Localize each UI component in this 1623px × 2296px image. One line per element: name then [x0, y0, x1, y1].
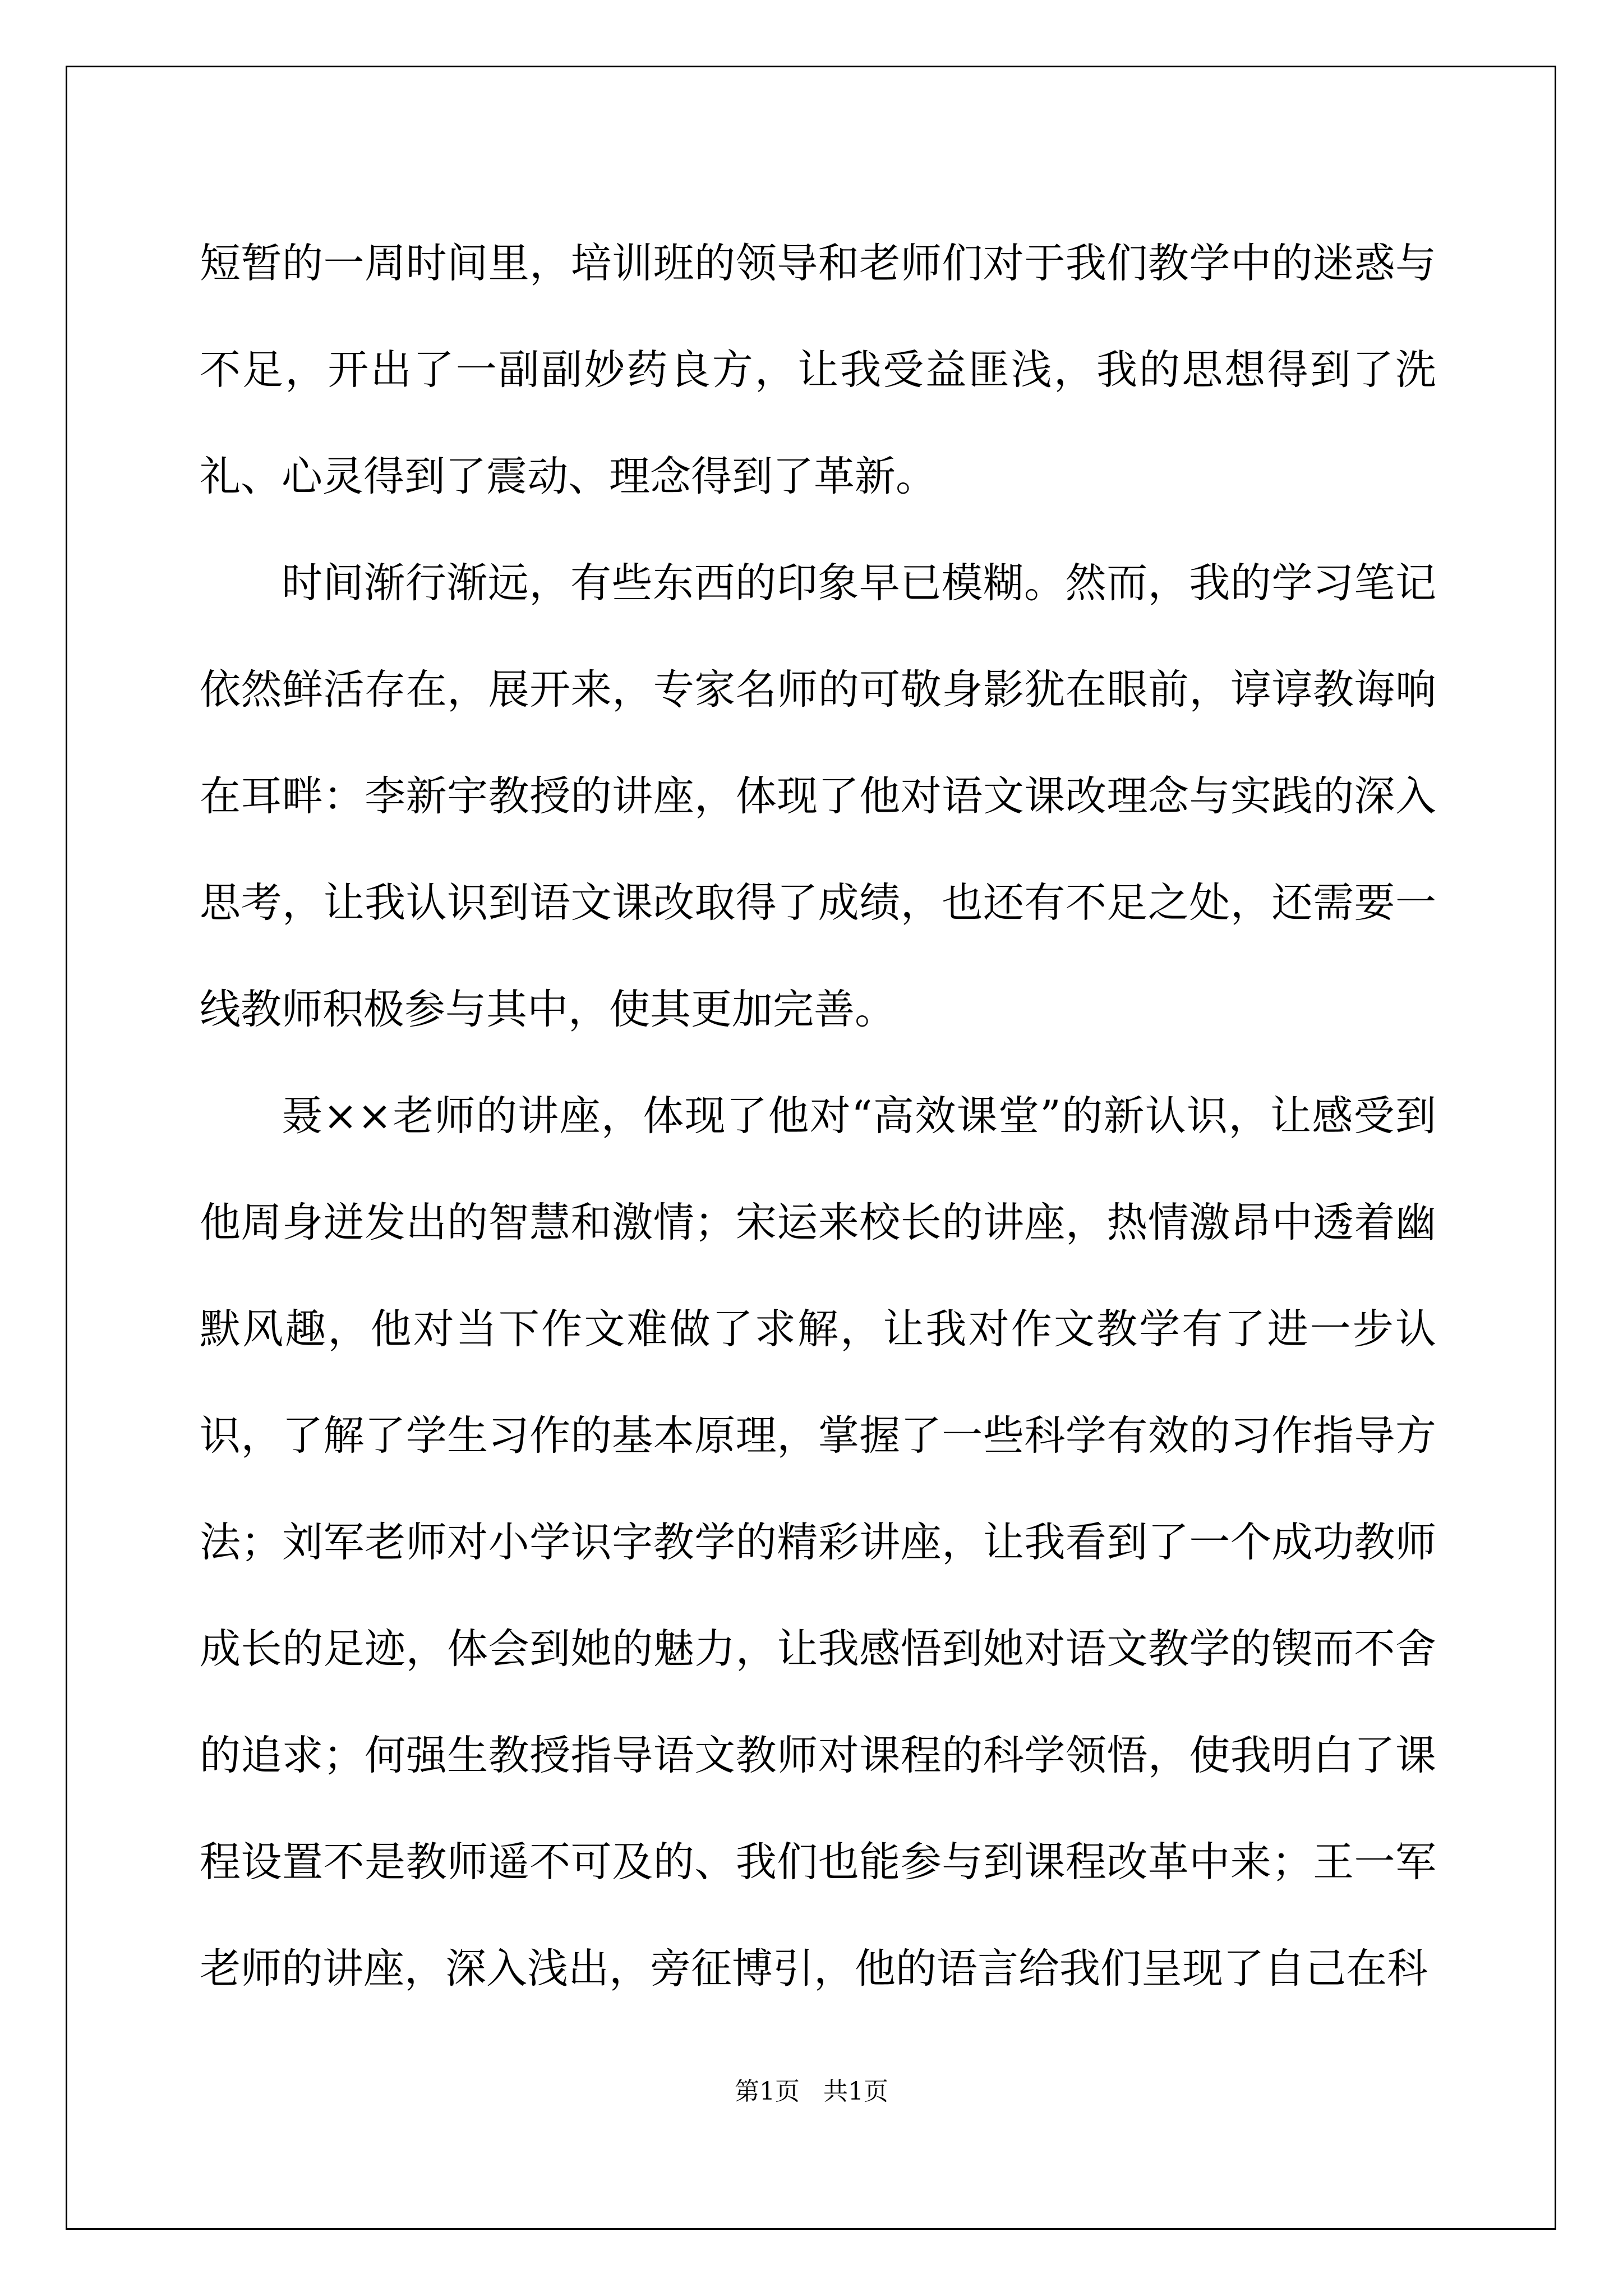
paragraph-2: 时间渐行渐远，有些东西的印象早已模糊。然而，我的学习笔记依然鲜活存在，展开来，专家名师的可敬身影犹在眼前，谆谆教诲响在耳畔：李新宇教授的讲座，体现了他对语文课改理念与实践的深入思考，让我认识到语文课改取得了成绩，也还有不足之处，还需要一线教师积极参与其中，使其更加完善。 [200, 559, 1436, 1033]
paragraph-3: 聂××老师的讲座，体现了他对“高效课堂”的新认识，让感受到他周身迸发出的智慧和激情；宋运来校长的讲座，热情激昂中透着幽默风趣，他对当下作文难做了求解，让我对作文教学有了进一步认识，了解了学生习作的基本原理，掌握了一些科学有效的习作指导方法；刘军老师对小学识字教学的精彩讲座，让我看到了一个成功教师成长的足迹，体会到她的魅力，让我感悟到她对语文教学的锲而不舍的追求；何强生教授指导语文教师对课程的科学领悟，使我明白了课程设置不是教师遥不可及的、我们也能参与到课程改革中来；王一军老师的讲座，深入浅出，旁征博引，他的语言给我们呈现了自己在科 [200, 1092, 1436, 1993]
page-footer: 第1页 共1页 [735, 2077, 888, 2106]
document-body [200, 210, 1436, 2022]
paragraph-1: 短暂的一周时间里，培训班的领导和老师们对于我们教学中的迷惑与不足，开出了一副副妙药良方，让我受益匪浅，我的思想得到了洗礼、心灵得到了震动、理念得到了革新。 [200, 240, 1436, 500]
